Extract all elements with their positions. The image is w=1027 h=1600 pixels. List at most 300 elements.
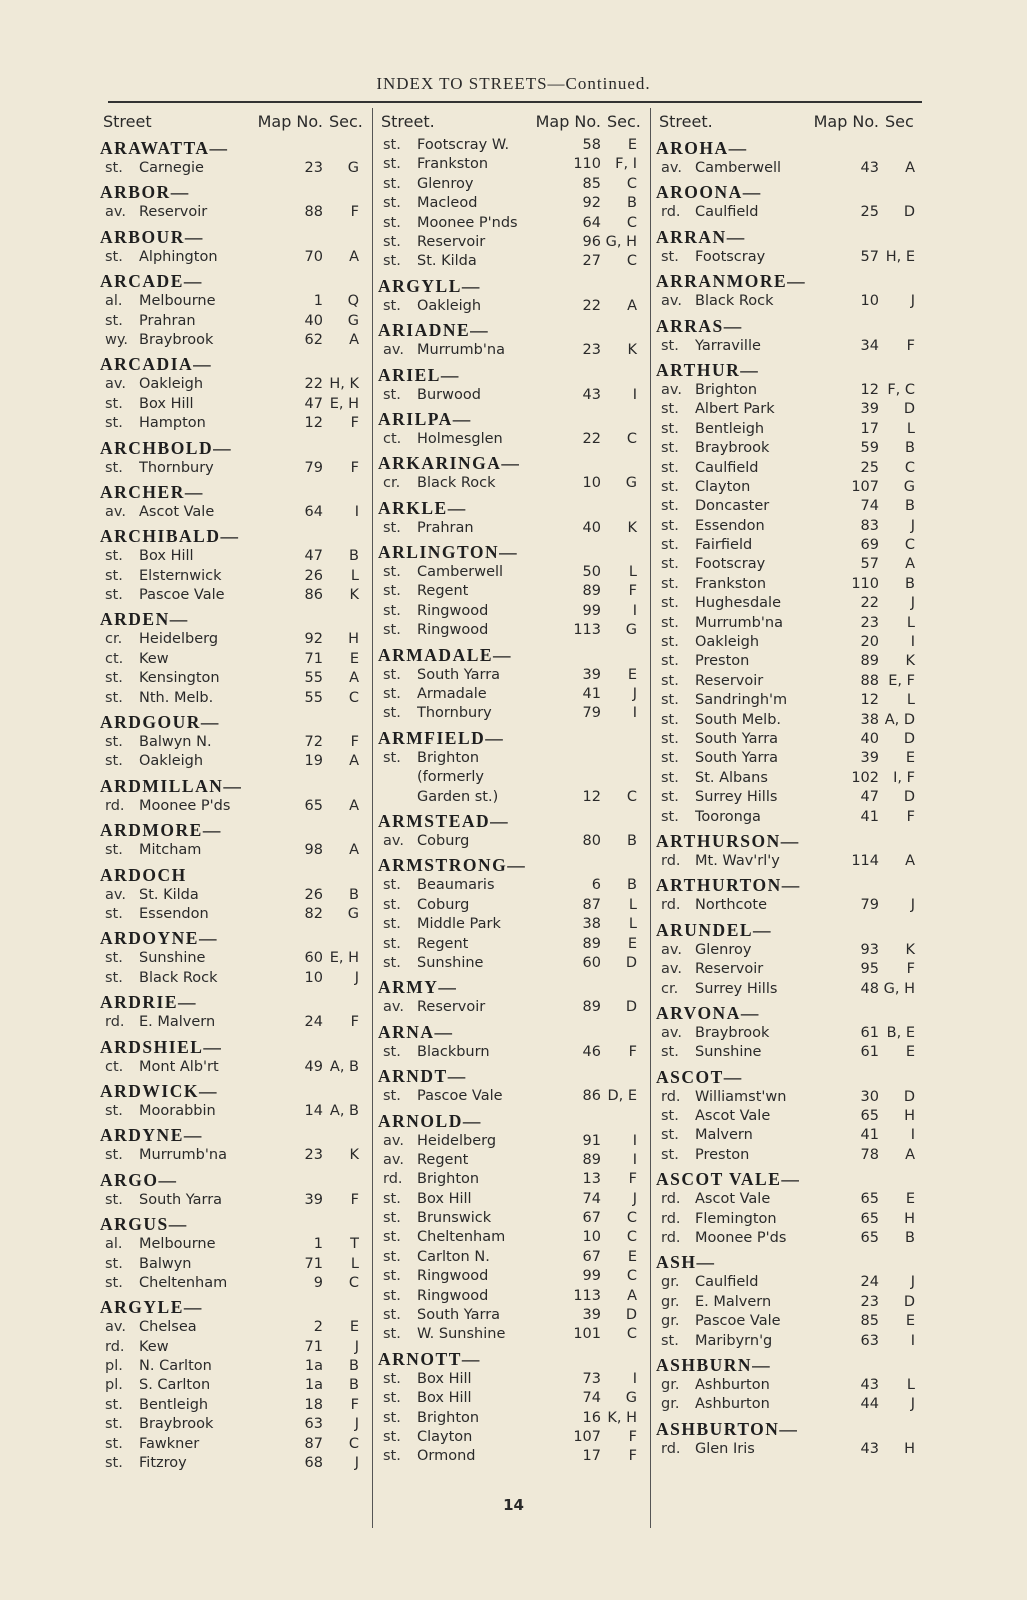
- index-entry: [651, 960, 921, 979]
- map-number: 65: [304, 797, 323, 814]
- index-column-2: [372, 108, 643, 1528]
- suburb-name: Essendon: [695, 517, 765, 534]
- suburb-name: Yarraville: [695, 337, 761, 354]
- map-number: 65: [860, 1210, 879, 1227]
- map-number: 65: [860, 1230, 879, 1247]
- suburb-name: Surrey Hills: [695, 980, 778, 997]
- index-entry: [373, 876, 643, 895]
- map-section: A: [349, 842, 359, 859]
- street-type: rd.: [383, 1171, 403, 1188]
- map-section: J: [632, 1190, 637, 1207]
- suburb-name: Oakleigh: [417, 297, 482, 314]
- map-number: 60: [582, 954, 601, 971]
- header-sec: Sec.: [329, 111, 363, 131]
- street-type: st.: [105, 1255, 123, 1272]
- index-entry: [95, 159, 365, 178]
- suburb-name: Prahran: [417, 519, 474, 536]
- map-number: 65: [860, 1191, 879, 1208]
- map-section: J: [354, 1416, 359, 1433]
- map-section: A: [349, 331, 359, 348]
- map-section: B: [349, 1358, 359, 1375]
- map-section: J: [910, 517, 915, 534]
- suburb-name: Kew: [139, 1338, 169, 1355]
- index-entry: [95, 331, 365, 350]
- map-section: B: [349, 1377, 359, 1394]
- street-type: st.: [383, 386, 401, 403]
- map-number: 39: [304, 1191, 323, 1208]
- map-number: 41: [582, 686, 601, 703]
- entries: [95, 137, 365, 1473]
- map-number: 16: [582, 1409, 601, 1426]
- suburb-name: Ascot Vale: [139, 503, 215, 520]
- suburb-name: Moonee P'ds: [695, 1230, 787, 1247]
- street-type: gr.: [661, 1313, 680, 1330]
- suburb-name: Mont Alb'rt: [139, 1058, 219, 1075]
- street-type: st.: [383, 622, 401, 639]
- street-type: cr.: [661, 980, 679, 997]
- map-number: 70: [304, 248, 323, 265]
- page-title: INDEX TO STREETS—Continued.: [376, 74, 651, 93]
- suburb-name: Clayton: [417, 1428, 473, 1445]
- map-number: 74: [860, 498, 879, 515]
- index-entry: [651, 614, 921, 633]
- map-number: 47: [860, 789, 879, 806]
- suburb-name: Coburg: [417, 832, 470, 849]
- map-section: F: [628, 1428, 637, 1445]
- index-entry: [373, 1190, 643, 1209]
- index-entry: [373, 1248, 643, 1267]
- suburb-name: Fitzroy: [139, 1455, 187, 1472]
- street-type: st.: [105, 670, 123, 687]
- street-type: st.: [661, 498, 679, 515]
- column-header: [95, 108, 365, 134]
- map-section: L: [906, 1376, 915, 1393]
- map-number: 86: [304, 587, 323, 604]
- index-entry: [95, 1235, 365, 1254]
- header-rule: [108, 101, 922, 103]
- map-number: 89: [582, 1151, 601, 1168]
- map-section: F: [906, 337, 915, 354]
- street-type: st.: [383, 519, 401, 536]
- street-type: st.: [661, 634, 679, 651]
- street-heading: ARKARINGA—: [378, 453, 521, 474]
- suburb-name: Carnegie: [139, 160, 204, 176]
- suburb-name: Reservoir: [417, 233, 486, 250]
- street-type: rd.: [661, 897, 681, 914]
- street-type: st.: [105, 753, 123, 770]
- index-entry: [95, 1415, 365, 1434]
- index-entry: [373, 1170, 643, 1189]
- map-section: L: [906, 420, 915, 437]
- header-map: Map No.: [257, 111, 323, 131]
- map-number: 39: [582, 666, 601, 683]
- map-section: J: [910, 1396, 915, 1413]
- suburb-name: South Yarra: [139, 1191, 223, 1208]
- suburb-name: South Yarra: [417, 1307, 501, 1324]
- map-number: 43: [860, 160, 879, 176]
- map-section: K: [349, 1147, 359, 1164]
- map-section: B: [905, 1230, 915, 1247]
- map-number: 60: [304, 950, 323, 967]
- street-type: rd.: [105, 1338, 125, 1355]
- map-section: C: [626, 1326, 637, 1343]
- suburb-name: Maribyrn'g: [695, 1332, 773, 1349]
- street-heading: ARLINGTON—: [378, 542, 519, 563]
- suburb-name: Black Rock: [695, 293, 774, 310]
- suburb-name: Clayton: [695, 478, 751, 495]
- map-number: 12: [860, 381, 879, 398]
- suburb-name: N. Carlton: [139, 1358, 212, 1375]
- suburb-name: Ormond: [417, 1448, 476, 1465]
- map-number: 22: [304, 376, 323, 393]
- suburb-name: Black Rock: [417, 475, 496, 492]
- index-entry: [651, 420, 921, 439]
- street-heading: ARMFIELD—: [378, 727, 505, 748]
- suburb-name: Regent: [417, 1151, 469, 1168]
- suburb-name: Fairfield: [695, 537, 753, 554]
- header-map: Map No.: [813, 111, 879, 131]
- map-section: J: [910, 1274, 915, 1291]
- street-heading: ARTHURSON—: [656, 830, 800, 851]
- suburb-name: Cheltenham: [417, 1229, 506, 1246]
- street-type: rd.: [661, 1230, 681, 1247]
- street-type: cr.: [105, 631, 123, 648]
- street-type: [383, 788, 417, 807]
- street-heading: ARDOCH: [100, 864, 187, 885]
- street-type: st.: [383, 954, 401, 971]
- street-type: rd.: [105, 1014, 125, 1031]
- suburb-name: Ringwood: [417, 622, 489, 639]
- street-heading: ASHBURTON—: [656, 1418, 799, 1439]
- suburb-name: South Melb.: [695, 711, 782, 728]
- index-entry: [651, 1146, 921, 1165]
- map-section: C: [904, 459, 915, 476]
- street-type: st.: [661, 478, 679, 495]
- index-entry: [651, 1190, 921, 1209]
- street-type: st.: [105, 734, 123, 751]
- index-entry: [651, 749, 921, 768]
- map-number: 1a: [304, 1358, 323, 1375]
- index-entry: [373, 749, 643, 768]
- map-section: E: [627, 666, 637, 683]
- map-number: 71: [304, 650, 323, 667]
- map-section: C: [904, 537, 915, 554]
- street-type: st.: [383, 175, 401, 192]
- index-entry: [373, 1370, 643, 1389]
- map-number: 1: [313, 1236, 323, 1253]
- suburb-name: Balwyn: [139, 1255, 192, 1272]
- map-number: 22: [582, 297, 601, 314]
- map-section: H: [904, 1210, 915, 1227]
- map-number: 114: [851, 852, 879, 869]
- street-type: st.: [383, 916, 401, 933]
- street-type: st.: [383, 686, 401, 703]
- map-number: 17: [582, 1448, 601, 1465]
- index-entry: [651, 633, 921, 652]
- suburb-name: Ascot Vale: [695, 1191, 771, 1208]
- street-heading: ARAWATTA—: [100, 138, 229, 158]
- map-section: E, H: [329, 950, 359, 967]
- index-entry: [95, 586, 365, 605]
- suburb-name: Burwood: [417, 386, 481, 403]
- suburb-name: S. Carlton: [139, 1377, 211, 1394]
- index-entry: [373, 1389, 643, 1408]
- suburb-name: Brighton: [695, 381, 758, 398]
- street-type: pl.: [105, 1358, 123, 1375]
- map-section: I: [910, 1332, 915, 1349]
- map-section: G, H: [883, 980, 915, 997]
- index-entry: [373, 214, 643, 233]
- street-type: st.: [383, 877, 401, 894]
- index-column-1: [95, 108, 365, 1528]
- map-section: L: [350, 567, 359, 584]
- index-entry: [95, 1191, 365, 1210]
- map-section: D: [903, 204, 915, 221]
- map-number: 24: [304, 1014, 323, 1031]
- map-section: F: [628, 583, 637, 600]
- street-heading: ARIADNE—: [378, 320, 490, 341]
- index-entry: [95, 1454, 365, 1473]
- index-entry: [95, 969, 365, 988]
- header-street: Street: [103, 111, 152, 131]
- suburb-name: Melbourne: [139, 293, 216, 310]
- street-type: st.: [105, 1191, 123, 1208]
- map-section: A: [349, 753, 359, 770]
- index-entry: [651, 159, 921, 178]
- map-number: 61: [860, 1024, 879, 1041]
- suburb-name: Doncaster: [695, 498, 770, 515]
- map-number: 78: [860, 1146, 879, 1163]
- suburb-name: Kew: [139, 650, 169, 667]
- suburb-name: Ashburton: [695, 1376, 770, 1393]
- street-type: st.: [661, 537, 679, 554]
- street-heading: ARVONA—: [656, 1002, 760, 1023]
- column-header: [373, 108, 643, 134]
- suburb-name: Thornbury: [139, 459, 214, 476]
- map-number: [565, 768, 605, 787]
- street-type: st.: [383, 1428, 401, 1445]
- map-section: D: [625, 999, 637, 1016]
- map-section: D: [625, 1307, 637, 1324]
- street-type: st.: [661, 769, 679, 786]
- street-type: av.: [383, 1132, 404, 1149]
- map-number: 10: [582, 475, 601, 492]
- map-section: D: [903, 401, 915, 418]
- index-entry: [373, 563, 643, 582]
- map-number: 50: [582, 564, 601, 581]
- street-type: rd.: [661, 1440, 681, 1457]
- suburb-name: South Yarra: [417, 666, 501, 683]
- map-number: 95: [860, 961, 879, 978]
- map-section: J: [910, 293, 915, 310]
- map-number: 25: [860, 204, 879, 221]
- suburb-name: Hampton: [139, 415, 206, 432]
- suburb-name: Heidelberg: [139, 631, 219, 648]
- suburb-name: Caulfield: [695, 459, 759, 476]
- map-section: Q: [347, 293, 359, 310]
- suburb-name: Reservoir: [695, 672, 764, 689]
- index-entry: [373, 915, 643, 934]
- street-heading: ARTHUR—: [656, 359, 760, 380]
- index-entry: [373, 832, 643, 851]
- map-number: 39: [860, 750, 879, 767]
- street-type: st.: [105, 1416, 123, 1433]
- street-type: st.: [383, 564, 401, 581]
- street-type: st.: [661, 1127, 679, 1144]
- street-type: av.: [661, 160, 682, 176]
- suburb-name: Bentleigh: [695, 420, 765, 437]
- map-number: 93: [860, 941, 879, 958]
- index-entry: [373, 1325, 643, 1344]
- street-type: st.: [383, 896, 401, 913]
- suburb-name: Glen Iris: [695, 1440, 755, 1457]
- index-entry: [373, 1428, 643, 1447]
- map-section: G: [347, 312, 359, 329]
- map-number: 27: [582, 253, 601, 270]
- map-number: 25: [860, 459, 879, 476]
- map-number: 41: [860, 808, 879, 825]
- map-section: I: [354, 503, 359, 520]
- map-number: 92: [304, 631, 323, 648]
- index-entry: [373, 386, 643, 405]
- suburb-name: Bentleigh: [139, 1396, 209, 1413]
- map-number: 39: [582, 1307, 601, 1324]
- suburb-name: Macleod: [417, 195, 478, 212]
- suburb-name: Armadale: [417, 686, 487, 703]
- map-section: E: [627, 1248, 637, 1265]
- map-number: 107: [573, 1428, 601, 1445]
- map-section: J: [910, 897, 915, 914]
- index-entry: [95, 752, 365, 771]
- suburb-name: Braybrook: [695, 1024, 770, 1041]
- index-entry: [95, 1435, 365, 1454]
- map-section: A: [627, 297, 637, 314]
- street-heading: ARCHBOLD—: [100, 437, 233, 458]
- street-heading: AROHA—: [656, 138, 748, 158]
- street-type: rd.: [661, 1191, 681, 1208]
- map-section: [605, 749, 643, 768]
- suburb-name: South Yarra: [695, 730, 779, 747]
- street-heading: ARRAS—: [656, 315, 743, 336]
- suburb-name: Essendon: [139, 905, 209, 922]
- suburb-name: Pascoe Vale: [417, 1088, 503, 1105]
- index-entry: [373, 1287, 643, 1306]
- map-section: J: [354, 1338, 359, 1355]
- map-number: 62: [304, 331, 323, 348]
- street-type: st.: [105, 312, 123, 329]
- map-section: K, H: [607, 1409, 637, 1426]
- suburb-name: Sandringh'm: [695, 692, 788, 709]
- street-type: st.: [383, 1287, 401, 1304]
- map-section: A, B: [329, 1058, 359, 1075]
- index-entry: [373, 233, 643, 252]
- index-entry: [651, 575, 921, 594]
- suburb-name: St. Albans: [695, 769, 768, 786]
- map-number: 89: [582, 935, 601, 952]
- index-entry: [95, 1274, 365, 1293]
- street-type: st.: [383, 705, 401, 722]
- map-section: F: [628, 1043, 637, 1060]
- header-sec: Sec: [885, 111, 914, 131]
- index-entry: [651, 1440, 921, 1459]
- index-entry: [651, 248, 921, 267]
- street-heading: ARDEN—: [100, 609, 189, 630]
- map-section: H, E: [885, 248, 915, 265]
- map-number: 69: [860, 537, 879, 554]
- suburb-name: Malvern: [695, 1127, 753, 1144]
- map-number: 85: [582, 175, 601, 192]
- map-number: 9: [313, 1274, 323, 1291]
- map-number: 26: [304, 886, 323, 903]
- map-number: 40: [860, 730, 879, 747]
- map-number: 20: [860, 634, 879, 651]
- map-number: 63: [304, 1416, 323, 1433]
- suburb-name: Carlton N.: [417, 1248, 490, 1265]
- suburb-name: Footscray: [695, 248, 766, 265]
- map-section: G: [625, 622, 637, 639]
- index-entry: [373, 1228, 643, 1247]
- street-type: st.: [105, 1455, 123, 1472]
- map-number: 67: [582, 1248, 601, 1265]
- map-section: D: [903, 730, 915, 747]
- map-number: 87: [582, 896, 601, 913]
- map-section: C: [626, 175, 637, 192]
- street-heading: ARMADALE—: [378, 644, 513, 665]
- street-type: st.: [105, 567, 123, 584]
- map-section: D: [903, 1293, 915, 1310]
- map-number: 19: [304, 753, 323, 770]
- street-type: st.: [383, 1268, 401, 1285]
- street-heading: ARMY—: [378, 977, 458, 998]
- map-number: 110: [851, 575, 879, 592]
- map-section: B: [627, 877, 637, 894]
- map-section: I: [910, 1127, 915, 1144]
- map-section: F: [350, 1014, 359, 1031]
- map-section: E, H: [329, 395, 359, 412]
- index-entry: [651, 594, 921, 613]
- map-section: E: [627, 935, 637, 952]
- map-section: C: [626, 253, 637, 270]
- map-section: H, K: [329, 376, 359, 393]
- map-number: 74: [582, 1390, 601, 1407]
- street-heading: ARILPA—: [378, 408, 472, 429]
- suburb-name: Brighton: [417, 1409, 480, 1426]
- street-heading: ARDOYNE—: [100, 928, 218, 949]
- street-heading: AROONA—: [656, 182, 762, 203]
- street-type: st.: [383, 156, 401, 173]
- street-type: st.: [383, 666, 401, 683]
- map-number: 88: [860, 672, 879, 689]
- map-section: E: [905, 1191, 915, 1208]
- suburb-name: Glenroy: [695, 941, 752, 958]
- index-entry: [95, 203, 365, 222]
- index-entry: [651, 517, 921, 536]
- map-number: 101: [573, 1326, 601, 1343]
- map-number: 10: [860, 293, 879, 310]
- map-number: 10: [582, 1229, 601, 1246]
- street-heading: ASHBURN—: [656, 1354, 772, 1375]
- suburb-name: Braybrook: [695, 440, 770, 457]
- suburb-name: Sunshine: [695, 1044, 762, 1061]
- map-number: 18: [304, 1396, 323, 1413]
- street-type: av.: [105, 503, 126, 520]
- index-entry: [95, 547, 365, 566]
- index-entry: [651, 1293, 921, 1312]
- street-type: st.: [383, 1088, 401, 1105]
- map-section: G: [625, 1390, 637, 1407]
- map-number: 12: [860, 692, 879, 709]
- map-section: H: [904, 1440, 915, 1457]
